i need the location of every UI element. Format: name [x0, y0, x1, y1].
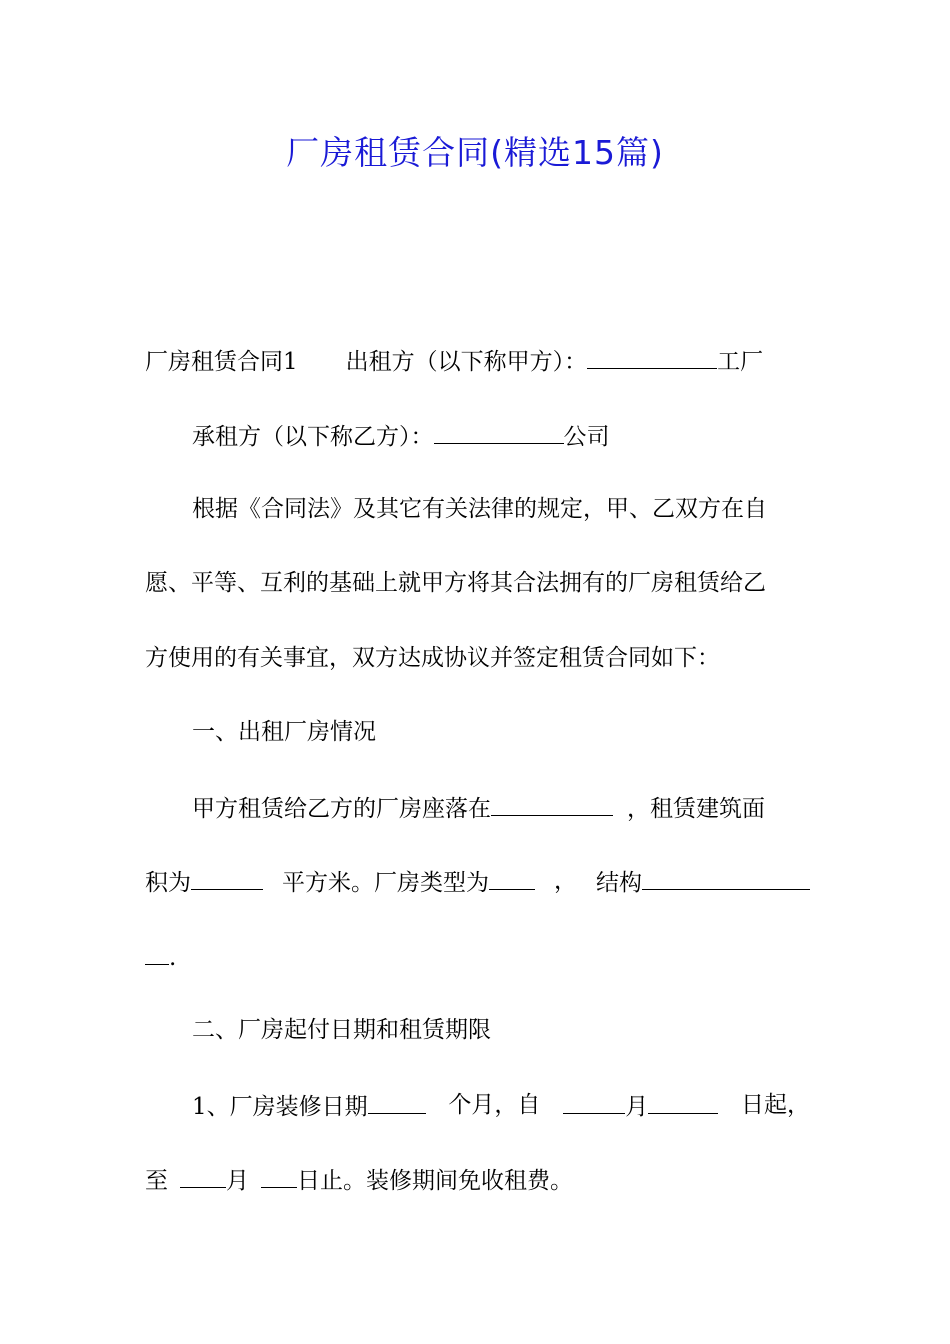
lessor-suffix: 工厂	[717, 349, 764, 375]
start-month-group	[563, 1085, 718, 1127]
preamble-line-2: 愿、平等、互利的基础上就甲方将其合法拥有的厂房租赁给乙	[145, 570, 766, 596]
structure-label: 结构	[596, 870, 642, 896]
start-month-blank[interactable]	[563, 1085, 625, 1114]
type-blank[interactable]	[489, 861, 535, 890]
structure-group	[596, 861, 810, 903]
preamble-line-1: 根据《合同法》及其它有关法律的规定，甲、乙双方在自	[192, 496, 767, 522]
until-label: 至	[145, 1168, 168, 1194]
area-blank[interactable]	[191, 861, 263, 890]
preamble-line-3: 方使用的有关事宜，双方达成协议并签定租赁合同如下：	[145, 645, 720, 671]
lessee-line	[192, 415, 810, 457]
lessor-line	[145, 340, 810, 382]
area-label: ，租赁建筑面	[627, 796, 765, 822]
lessee-suffix: 公司	[563, 424, 610, 450]
month-label: 月	[625, 1094, 649, 1120]
period: .	[169, 945, 177, 971]
structure-blank[interactable]	[642, 861, 810, 890]
start-day-blank[interactable]	[648, 1085, 718, 1114]
section-2-line-1	[192, 1085, 810, 1127]
section-1-line-3	[145, 936, 810, 978]
structure-blank-continued[interactable]	[145, 936, 169, 965]
type-group	[282, 861, 535, 903]
location-blank[interactable]	[491, 787, 613, 816]
section-1-heading: 一、出租厂房情况	[192, 719, 376, 745]
end-day-label: 日止。装修期间免收租费。	[297, 1168, 573, 1194]
area-group	[145, 861, 263, 903]
end-day-blank[interactable]	[261, 1159, 297, 1188]
end-month-label: 月	[226, 1168, 249, 1194]
lessor-name-blank[interactable]	[587, 340, 717, 369]
area-prefix: 积为	[145, 870, 191, 896]
lessee-name-blank[interactable]	[434, 415, 564, 444]
lessor-label: 出租方（以下称甲方）：	[345, 349, 588, 375]
decoration-months-blank[interactable]	[368, 1085, 426, 1114]
section-2-line-2	[145, 1159, 810, 1201]
section-1-line-2	[145, 861, 810, 903]
type-label: 平方米。厂房类型为	[282, 870, 489, 896]
start-day-label: 日起，	[740, 1092, 810, 1118]
contract-heading: 厂房租赁合同1	[145, 349, 298, 375]
type-comma: ，	[554, 868, 577, 894]
section-1-line-1	[192, 787, 810, 829]
months-from-label: 个月，自	[448, 1092, 541, 1118]
end-month-blank[interactable]	[180, 1159, 226, 1188]
document-title: 厂房租赁合同(精选15篇)	[286, 133, 664, 172]
decoration-group	[192, 1085, 426, 1127]
location-label: 甲方租赁给乙方的厂房座落在	[192, 796, 491, 822]
decoration-label: 1、厂房装修日期	[192, 1094, 368, 1120]
lessee-label: 承租方（以下称乙方）：	[192, 424, 434, 450]
section-2-heading: 二、厂房起付日期和租赁期限	[192, 1017, 491, 1043]
